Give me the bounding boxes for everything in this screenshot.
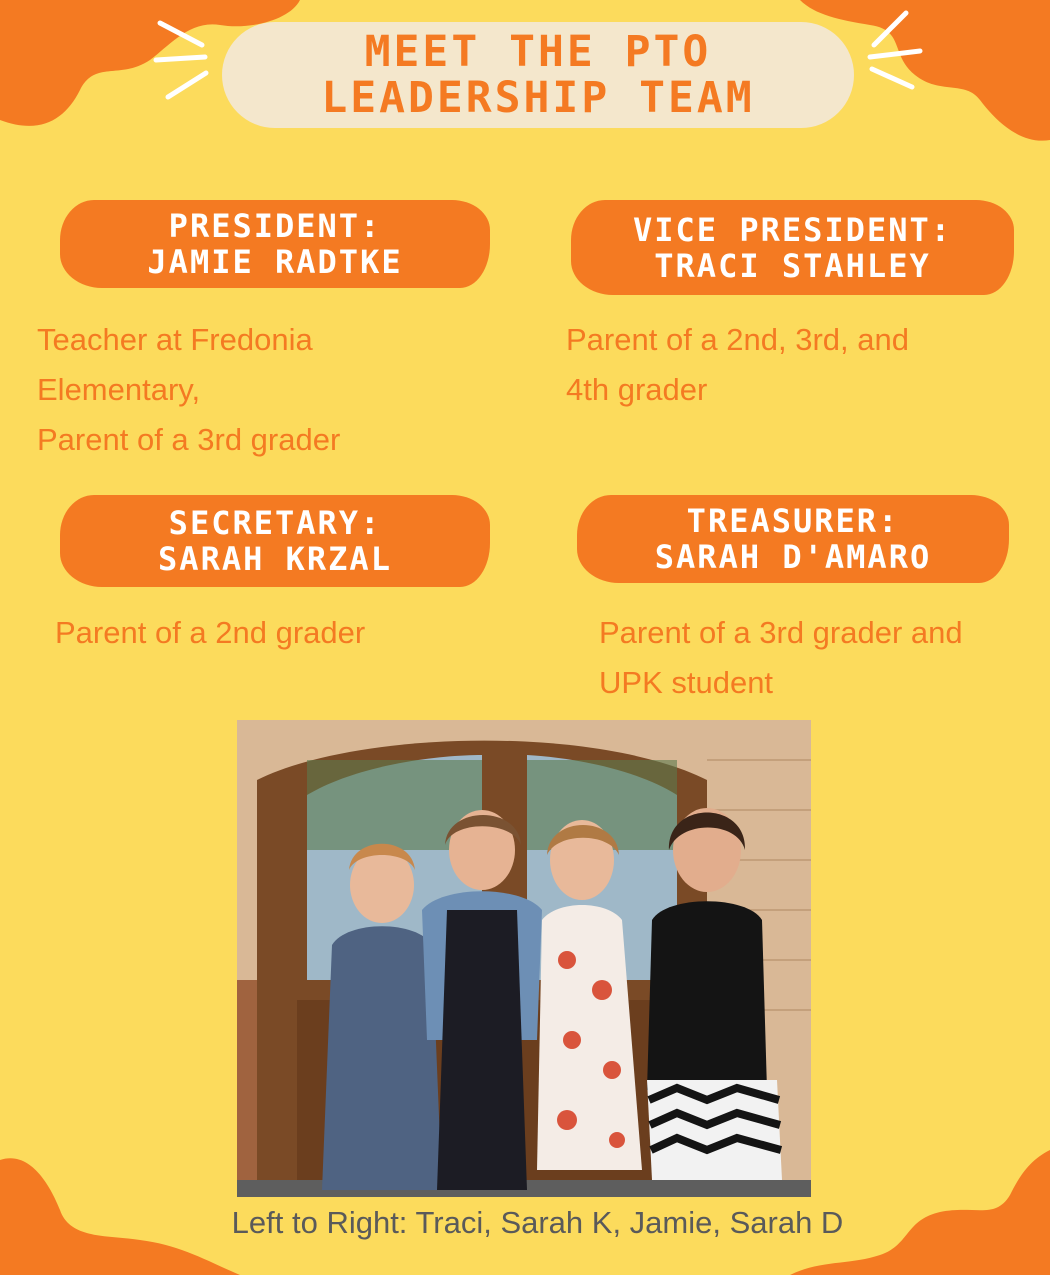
description-line: 4th grader: [566, 372, 708, 407]
vice-president-banner: [571, 200, 1014, 295]
team-photo-illustration: [237, 720, 811, 1197]
role-title: TREASURER:: [686, 502, 900, 540]
role-title: PRESIDENT:: [168, 207, 382, 245]
treasurer-description: [599, 608, 963, 708]
secretary-banner: [60, 495, 490, 587]
person-name: JAMIE RADTKE: [147, 243, 403, 281]
description-line: Parent of a 2nd grader: [55, 615, 366, 650]
description-line: UPK student: [599, 665, 774, 700]
sparkle-lines-right-icon: [862, 5, 927, 100]
person-name: TRACI STAHLEY: [654, 246, 931, 285]
description-line: Parent of a 2nd, 3rd, and: [566, 322, 909, 357]
page-title-line-2: LEADERSHIP TEAM: [321, 73, 755, 123]
description-line: Parent of a 3rd grader: [37, 422, 341, 457]
person-name: SARAH D'AMARO: [654, 538, 932, 576]
photo-caption: Left to Right: Traci, Sarah K, Jamie, Sarah D: [231, 1205, 844, 1240]
sparkle-lines-left-icon: [150, 15, 215, 110]
role-title: SECRETARY:: [168, 504, 382, 542]
secretary-description: [55, 608, 365, 658]
vice-president-description: [566, 315, 909, 415]
description-line: Teacher at Fredonia: [37, 322, 313, 357]
person-name: SARAH KRZAL: [158, 540, 392, 578]
description-line: Parent of a 3rd grader and: [599, 615, 963, 650]
president-banner: [60, 200, 490, 288]
treasurer-banner: [577, 495, 1009, 583]
description-line: Elementary,: [37, 372, 201, 407]
team-photo: [237, 720, 811, 1197]
president-description: [37, 315, 340, 465]
role-title: VICE PRESIDENT:: [633, 210, 952, 249]
title-banner: [222, 22, 854, 128]
page-title-line-1: MEET THE PTO: [364, 27, 712, 77]
